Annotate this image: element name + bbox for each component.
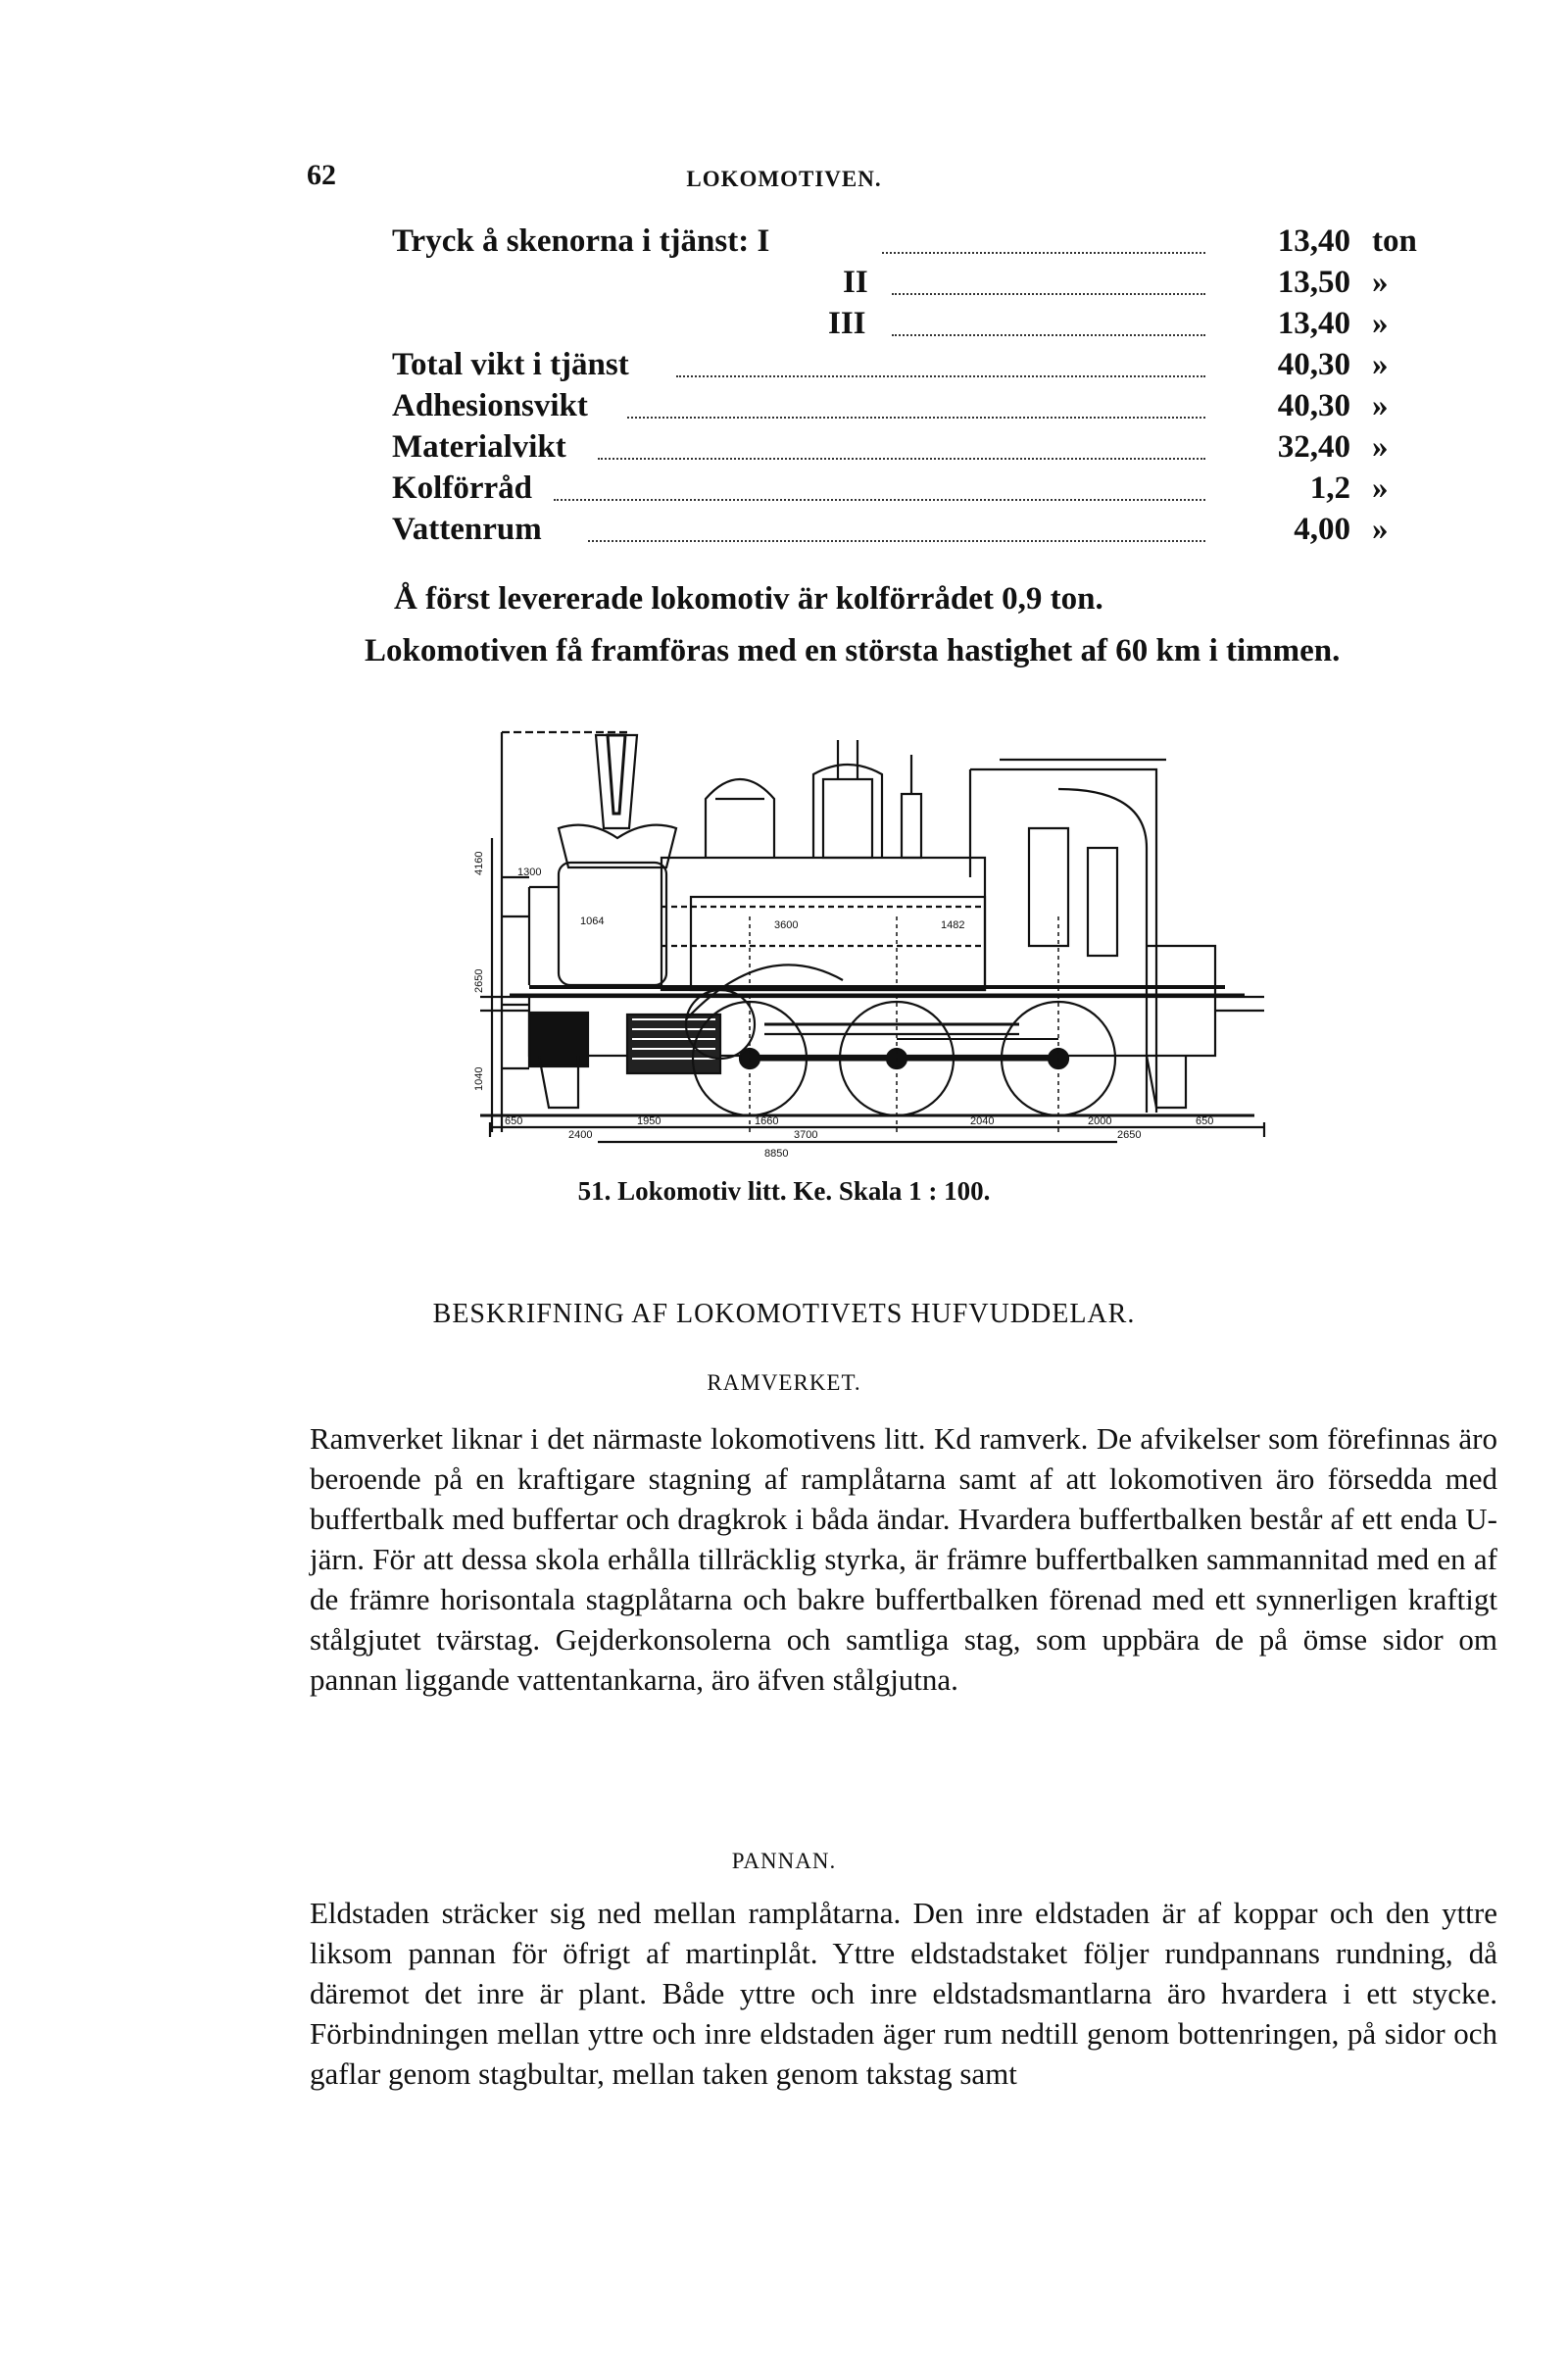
spec-label: Tryck å skenorna i tjänst: I bbox=[392, 221, 775, 262]
spec-value: 40,30 bbox=[1277, 347, 1350, 382]
dim-label: 3700 bbox=[794, 1129, 818, 1141]
leader-dots bbox=[882, 211, 1205, 254]
spec-unit: » bbox=[1372, 347, 1389, 382]
dim-label: 1950 bbox=[637, 1115, 662, 1127]
ramverket-heading: RAMVERKET. bbox=[707, 1370, 861, 1395]
dim-label: 1040 bbox=[473, 1066, 485, 1091]
spec-label: Adhesionsvikt bbox=[392, 385, 594, 426]
spec-value: 13,50 bbox=[1277, 265, 1350, 300]
leader-dots bbox=[598, 417, 1205, 460]
dim-label: 8850 bbox=[764, 1148, 789, 1157]
spec-label: Kolförråd bbox=[392, 468, 538, 509]
spec-label: Vattenrum bbox=[392, 509, 548, 550]
spec-label: II bbox=[843, 262, 874, 303]
pannan-heading: PANNAN. bbox=[731, 1849, 837, 1873]
spec-unit: » bbox=[1372, 512, 1389, 547]
dim-label: 2000 bbox=[1088, 1115, 1112, 1127]
spec-unit: » bbox=[1372, 429, 1389, 465]
spec-value: 40,30 bbox=[1277, 388, 1350, 423]
note-first-delivered: Å först levererade lokomotiv är kolförrådet 0,9 ton. bbox=[394, 581, 1103, 617]
leader-dots bbox=[627, 375, 1205, 419]
spec-label: Total vikt i tjänst bbox=[392, 344, 635, 385]
spec-table bbox=[392, 221, 1417, 550]
leader-dots bbox=[588, 499, 1205, 542]
leader-dots bbox=[892, 252, 1205, 295]
dim-label: 4160 bbox=[473, 851, 485, 875]
dim-label: 1300 bbox=[517, 866, 542, 878]
dim-label: 1064 bbox=[580, 916, 605, 927]
section-heading: BESKRIFNING AF LOKOMOTIVETS HUFVUDDELAR. bbox=[432, 1299, 1136, 1329]
dim-label: 2040 bbox=[970, 1115, 995, 1127]
spec-unit: ton bbox=[1372, 223, 1417, 259]
dim-label: 650 bbox=[505, 1115, 523, 1127]
running-title: LOKOMOTIVEN. bbox=[686, 167, 882, 191]
note-max-speed: Lokomotiven få framföras med en största hastighet af 60 km i timmen. bbox=[365, 633, 1341, 668]
spec-value: 1,2 bbox=[1309, 470, 1350, 506]
spec-value: 4,00 bbox=[1294, 512, 1350, 547]
locomotive-drawing bbox=[470, 720, 1352, 1162]
locomotive-diagram bbox=[470, 720, 1352, 1157]
leader-dots bbox=[892, 293, 1205, 336]
spec-unit: » bbox=[1372, 470, 1389, 506]
dim-label: 650 bbox=[1196, 1115, 1214, 1127]
spec-value: 32,40 bbox=[1277, 429, 1350, 465]
spec-unit: » bbox=[1372, 388, 1389, 423]
leader-dots bbox=[676, 334, 1205, 377]
page-number: 62 bbox=[307, 159, 336, 191]
spec-row bbox=[392, 509, 1401, 550]
spec-value: 13,40 bbox=[1277, 223, 1350, 259]
spec-value: 13,40 bbox=[1277, 306, 1350, 341]
figure-caption: 51. Lokomotiv litt. Ke. Skala 1 : 100. bbox=[577, 1176, 991, 1206]
dim-label: 1660 bbox=[755, 1115, 779, 1127]
dim-label: 2400 bbox=[568, 1129, 593, 1141]
spec-label: Materialvikt bbox=[392, 426, 572, 468]
ramverket-paragraph: Ramverket liknar i det närmaste lokomotivens litt. Kd ramverk. De afvikelser som förefinnas äro beroende på en kraftigare stagning af ramplåtarna samt af att lokomotiven äro försedda med buffertbalk med buffertar och dragkrok i båda ändar. Hvardera buffertbalken består af ett enda U-järn. För att dessa skola erhålla tillräcklig styrka, är främre buffertbalken sammannitad med en af de främre horisontala stagplåtarna och bakre buffertbalken förenad med ett synnerligen kraftigt stålgjutet tvärstag. Gejderkonsolerna och samtliga stag, som uppbära de på ömse sidor om pannan liggande vattentankarna, äro äfven stålgjutna. bbox=[310, 1421, 1497, 1697]
spec-unit: » bbox=[1372, 265, 1389, 300]
dim-label: 2650 bbox=[1117, 1129, 1142, 1141]
dim-label: 2650 bbox=[473, 968, 485, 993]
dim-label: 1482 bbox=[941, 919, 965, 931]
dim-label: 3600 bbox=[774, 919, 799, 931]
spec-unit: » bbox=[1372, 306, 1389, 341]
leader-dots bbox=[554, 458, 1205, 501]
pannan-paragraph: Eldstaden sträcker sig ned mellan ramplåtarna. Den inre eldstaden är af koppar och den yttre liksom pannan för öfrigt af martinplåt. Yttre eldstadstaket följer rundpannans rundning, då däremot det inre är plant. Både yttre och inre eldstadsmantlarna äro hvardera i ett stycke. Förbindningen mellan yttre och inre eldstaden äger rum nedtill genom bottenringen, på sidor och gaflar genom stagbultar, mellan taken genom takstag samt bbox=[310, 1896, 1497, 2091]
spec-label: III bbox=[828, 303, 872, 344]
